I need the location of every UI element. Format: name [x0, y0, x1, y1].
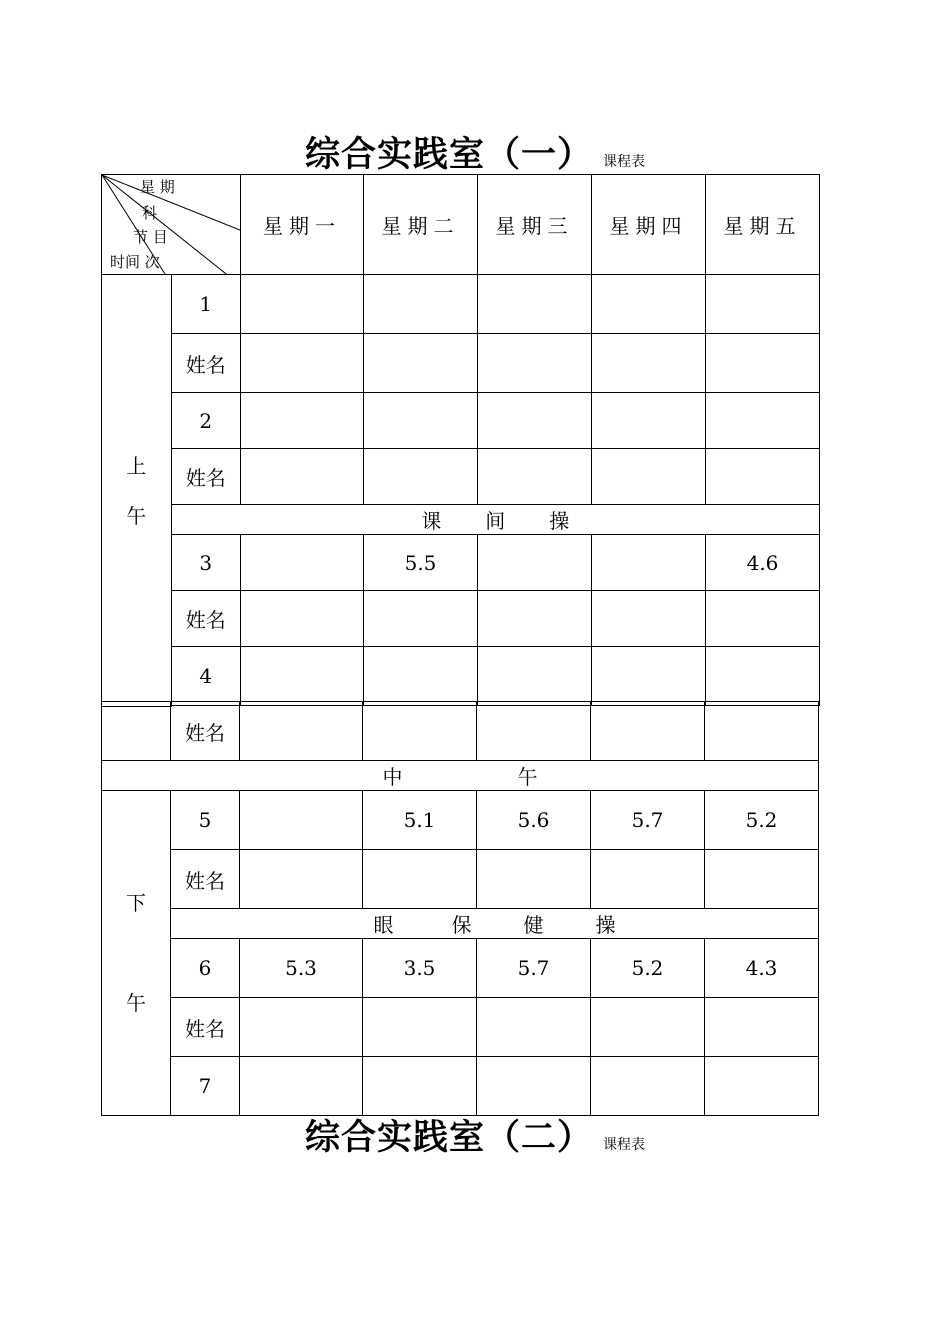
- corner-weekday-label: 星 期: [140, 178, 175, 196]
- schedule-cell: [240, 850, 363, 909]
- schedule-cell: [592, 334, 706, 393]
- break-char: 眼: [373, 913, 394, 937]
- corner-section-label: 节 目: [133, 228, 168, 246]
- schedule-cell: [592, 591, 706, 647]
- break-eye-label: [171, 909, 819, 939]
- period-number: 2: [171, 393, 241, 449]
- schedule-cell: [241, 647, 364, 706]
- schedule-cell: [241, 334, 364, 393]
- corner-time-label: 时间 次: [110, 253, 160, 271]
- period-number: 4: [171, 647, 241, 706]
- schedule-cell: [241, 535, 364, 591]
- period-row-7: [102, 1057, 819, 1116]
- break-char: 间: [485, 509, 506, 533]
- break-row-noon: [102, 761, 819, 791]
- period-row-1: [102, 275, 820, 334]
- day-header-fri: 星期五: [706, 175, 820, 275]
- schedule-cell: [240, 791, 363, 850]
- title-sub: 课程表: [603, 154, 645, 170]
- schedule-cell: [591, 1057, 705, 1116]
- schedule-cell: [592, 449, 706, 505]
- corner-header-cell: [102, 175, 241, 275]
- break-char: 午: [517, 765, 538, 789]
- schedule-cell: [477, 998, 591, 1057]
- break-noon-label: [102, 761, 819, 791]
- schedule-cell: [705, 850, 819, 909]
- schedule-cell: 4.6: [706, 535, 820, 591]
- schedule-cell: [241, 393, 364, 449]
- break-char: 健: [523, 913, 544, 937]
- schedule-cell: [706, 334, 820, 393]
- schedule-table-lower: [101, 701, 819, 1116]
- schedule-cell: [705, 998, 819, 1057]
- break-row-exercise: [102, 505, 820, 535]
- name-label: 姓名: [171, 449, 241, 505]
- afternoon-label: [102, 791, 171, 1116]
- schedule-cell: 5.5: [364, 535, 478, 591]
- schedule-cell: [241, 591, 364, 647]
- name-row: [102, 998, 819, 1057]
- schedule-cell: [477, 702, 591, 761]
- period-row-5: [102, 791, 819, 850]
- schedule-cell: [363, 702, 477, 761]
- break-char: 课: [421, 509, 442, 533]
- schedule-title-2: [0, 1110, 950, 1160]
- name-row: [102, 334, 820, 393]
- schedule-cell: [364, 393, 478, 449]
- schedule-cell: 5.3: [240, 939, 363, 998]
- schedule-cell: 5.6: [477, 791, 591, 850]
- schedule-cell: [705, 1057, 819, 1116]
- name-label: 姓名: [171, 334, 241, 393]
- schedule-table: [101, 174, 820, 707]
- day-header-thu: 星期四: [592, 175, 706, 275]
- schedule-cell: 5.7: [477, 939, 591, 998]
- schedule-cell: [363, 998, 477, 1057]
- schedule-cell: [592, 393, 706, 449]
- title-sub: 课程表: [603, 1137, 645, 1153]
- schedule-cell: [364, 449, 478, 505]
- schedule-cell: [591, 998, 705, 1057]
- schedule-cell: [364, 275, 478, 334]
- schedule-cell: [591, 702, 705, 761]
- schedule-cell: [241, 449, 364, 505]
- schedule-cell: [706, 591, 820, 647]
- period-row-3: [102, 535, 820, 591]
- schedule-cell: [477, 850, 591, 909]
- schedule-cell: [478, 275, 592, 334]
- schedule-cell: 4.3: [705, 939, 819, 998]
- schedule-cell: [706, 647, 820, 706]
- break-row-eye: [102, 909, 819, 939]
- name-label: 姓名: [171, 998, 240, 1057]
- period-row-2: [102, 393, 820, 449]
- schedule-cell: [240, 702, 363, 761]
- schedule-cell: [364, 647, 478, 706]
- schedule-title-1: [0, 127, 950, 177]
- day-header-tue: 星期二: [364, 175, 478, 275]
- schedule-cell: [478, 591, 592, 647]
- schedule-cell: 3.5: [363, 939, 477, 998]
- name-row: [102, 449, 820, 505]
- schedule-cell: [240, 998, 363, 1057]
- header-row: [102, 175, 820, 275]
- morning-label: [102, 275, 172, 707]
- day-header-wed: 星期三: [478, 175, 592, 275]
- schedule-cell: [478, 334, 592, 393]
- schedule-cell: [591, 850, 705, 909]
- schedule-cell: [241, 275, 364, 334]
- schedule-cell: [478, 393, 592, 449]
- schedule-cell: 5.2: [705, 791, 819, 850]
- period-number: 6: [171, 939, 240, 998]
- afternoon-char-2: 午: [126, 991, 146, 1015]
- name-label: 姓名: [171, 702, 240, 761]
- schedule-cell: [478, 449, 592, 505]
- empty-cell: [102, 702, 171, 761]
- name-row: [102, 591, 820, 647]
- schedule-cell: [240, 1057, 363, 1116]
- schedule-cell: [363, 1057, 477, 1116]
- title-main: 综合实践室（一）: [304, 135, 593, 175]
- corner-subject-label: 科: [142, 204, 158, 222]
- morning-char-1: 上: [126, 453, 147, 478]
- schedule-cell: 5.2: [591, 939, 705, 998]
- schedule-cell: 5.7: [591, 791, 705, 850]
- schedule-cell: [364, 591, 478, 647]
- schedule-cell: [363, 850, 477, 909]
- period-number: 5: [171, 791, 240, 850]
- name-label: 姓名: [171, 591, 241, 647]
- schedule-cell: 5.1: [363, 791, 477, 850]
- break-char: 中: [382, 765, 403, 789]
- schedule-cell: [477, 1057, 591, 1116]
- schedule-cell: [592, 535, 706, 591]
- break-char: 操: [595, 913, 616, 937]
- afternoon-char-1: 下: [126, 891, 146, 915]
- schedule-cell: [478, 647, 592, 706]
- schedule-cell: [478, 535, 592, 591]
- break-char: 保: [451, 913, 472, 937]
- period-number: 3: [171, 535, 241, 591]
- period-row-4: [102, 647, 820, 706]
- period-row-6: [102, 939, 819, 998]
- schedule-cell: [706, 393, 820, 449]
- break-exercise-label: [171, 505, 820, 535]
- schedule-cell: [592, 647, 706, 706]
- name-row: [102, 850, 819, 909]
- schedule-cell: [706, 449, 820, 505]
- schedule-cell: [705, 702, 819, 761]
- period-number: 7: [171, 1057, 240, 1116]
- title-main: 综合实践室（二）: [304, 1118, 593, 1158]
- schedule-cell: [364, 334, 478, 393]
- schedule-cell: [592, 275, 706, 334]
- name-label: 姓名: [171, 850, 240, 909]
- morning-char-2: 午: [126, 503, 147, 528]
- period-number: 1: [171, 275, 241, 334]
- day-header-mon: 星期一: [241, 175, 364, 275]
- schedule-cell: [706, 275, 820, 334]
- break-char: 操: [549, 509, 570, 533]
- name-row: [102, 702, 819, 761]
